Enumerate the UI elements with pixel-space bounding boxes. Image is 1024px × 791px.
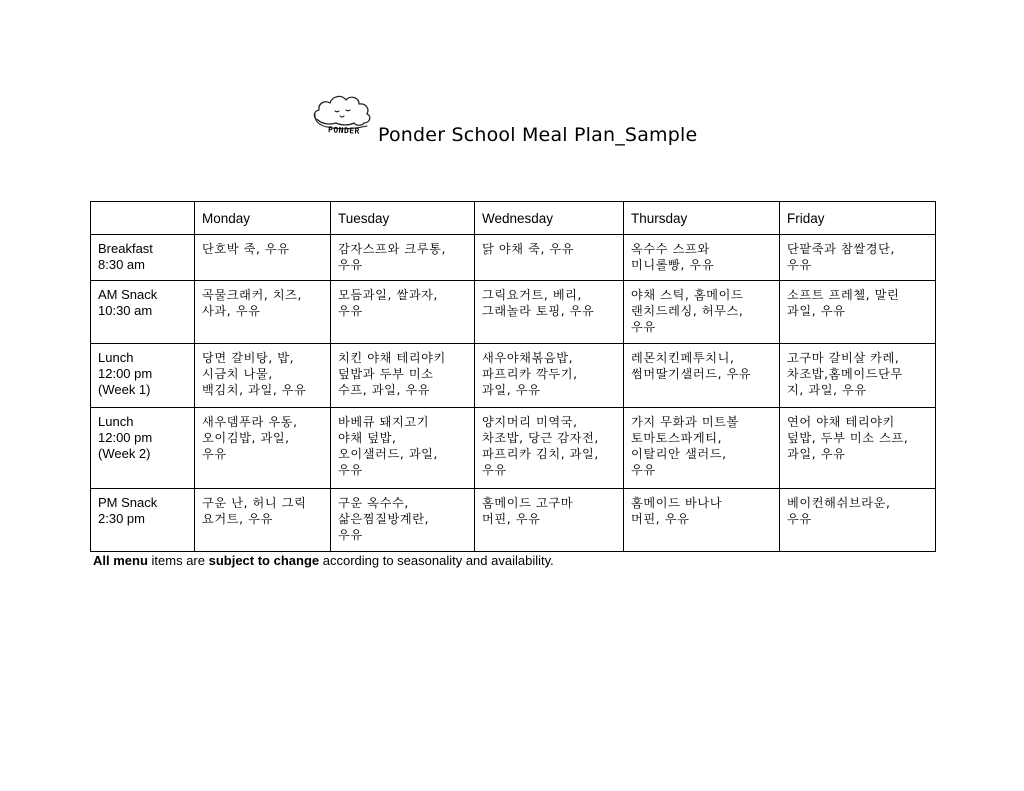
row-label-lunch-week2: Lunch 12:00 pm (Week 2): [91, 408, 195, 489]
menu-cell: 당면 갈비탕, 밥, 시금치 나물, 백김치, 과일, 우유: [195, 344, 331, 408]
row-label-pm-snack: PM Snack 2:30 pm: [91, 489, 195, 552]
menu-cell: 구운 난, 허니 그릭 요거트, 우유: [195, 489, 331, 552]
meal-plan-table: [90, 201, 936, 552]
menu-cell: 가지 무화과 미트볼 토마토스파게티, 이탈리안 샐러드, 우유: [624, 408, 780, 489]
menu-cell: 곡물크래커, 치즈, 사과, 우유: [195, 281, 331, 344]
header-day-monday: Monday: [195, 202, 331, 235]
note-bold-subject-to-change: subject to change: [208, 553, 320, 568]
table-row: [91, 344, 936, 408]
menu-cell: 모듬과일, 쌀과자, 우유: [331, 281, 475, 344]
menu-cell: 레몬치킨페투치니, 썸머딸기샐러드, 우유: [624, 344, 780, 408]
note-text-2: according to seasonality and availability.: [319, 553, 554, 568]
menu-cell: 고구마 갈비살 카레, 차조밥,홈메이드단무 지, 과일, 우유: [780, 344, 936, 408]
menu-cell: 단호박 죽, 우유: [195, 235, 331, 281]
menu-cell: 연어 야채 테리야키 덮밥, 두부 미소 스프, 과일, 우유: [780, 408, 936, 489]
header-day-wednesday: Wednesday: [475, 202, 624, 235]
menu-cell: 그릭요거트, 베리, 그래놀라 토핑, 우유: [475, 281, 624, 344]
menu-cell: 소프트 프레첼, 말린 과일, 우유: [780, 281, 936, 344]
menu-cell: 옥수수 스프와 미니롤빵, 우유: [624, 235, 780, 281]
menu-cell: 홈메이드 바나나 머핀, 우유: [624, 489, 780, 552]
menu-cell: 감자스프와 크루통, 우유: [331, 235, 475, 281]
menu-cell: 야채 스틱, 홈메이드 랜치드레싱, 허무스, 우유: [624, 281, 780, 344]
menu-cell: 홈메이드 고구마 머핀, 우유: [475, 489, 624, 552]
table-header-row: [91, 202, 936, 235]
menu-cell: 단팥죽과 참쌀경단, 우유: [780, 235, 936, 281]
menu-cell: 치킨 야채 테리야키 덮밥과 두부 미소 수프, 과일, 우유: [331, 344, 475, 408]
header-corner-cell: [91, 202, 195, 235]
note-bold-all-menu: All menu: [93, 553, 148, 568]
row-label-breakfast: Breakfast 8:30 am: [91, 235, 195, 281]
note-text-1: items are: [147, 553, 209, 568]
logo-text: PONDER: [327, 125, 361, 136]
row-label-lunch-week1: Lunch 12:00 pm (Week 1): [91, 344, 195, 408]
table-row: [91, 235, 936, 281]
page-title: Ponder School Meal Plan_Sample: [378, 124, 698, 146]
header-day-friday: Friday: [780, 202, 936, 235]
header-day-thursday: Thursday: [624, 202, 780, 235]
table-row: [91, 408, 936, 489]
row-label-am-snack: AM Snack 10:30 am: [91, 281, 195, 344]
menu-cell: 구운 옥수수, 삶은찜질방계란, 우유: [331, 489, 475, 552]
table-row: [91, 281, 936, 344]
disclaimer-note: [93, 553, 554, 568]
menu-cell: 바베큐 돼지고기 야채 덮밥, 오이샐러드, 과일, 우유: [331, 408, 475, 489]
menu-cell: 새우뎀푸라 우동, 오이김밥, 과일, 우유: [195, 408, 331, 489]
header-day-tuesday: Tuesday: [331, 202, 475, 235]
menu-cell: 새우야채볶음밥, 파프리카 깍두기, 과일, 우유: [475, 344, 624, 408]
menu-cell: 베이컨해쉬브라운, 우유: [780, 489, 936, 552]
table-row: [91, 489, 936, 552]
menu-cell: 양지머리 미역국, 차조밥, 당근 감자전, 파프리카 김치, 과일, 우유: [475, 408, 624, 489]
menu-cell: 닭 야채 죽, 우유: [475, 235, 624, 281]
